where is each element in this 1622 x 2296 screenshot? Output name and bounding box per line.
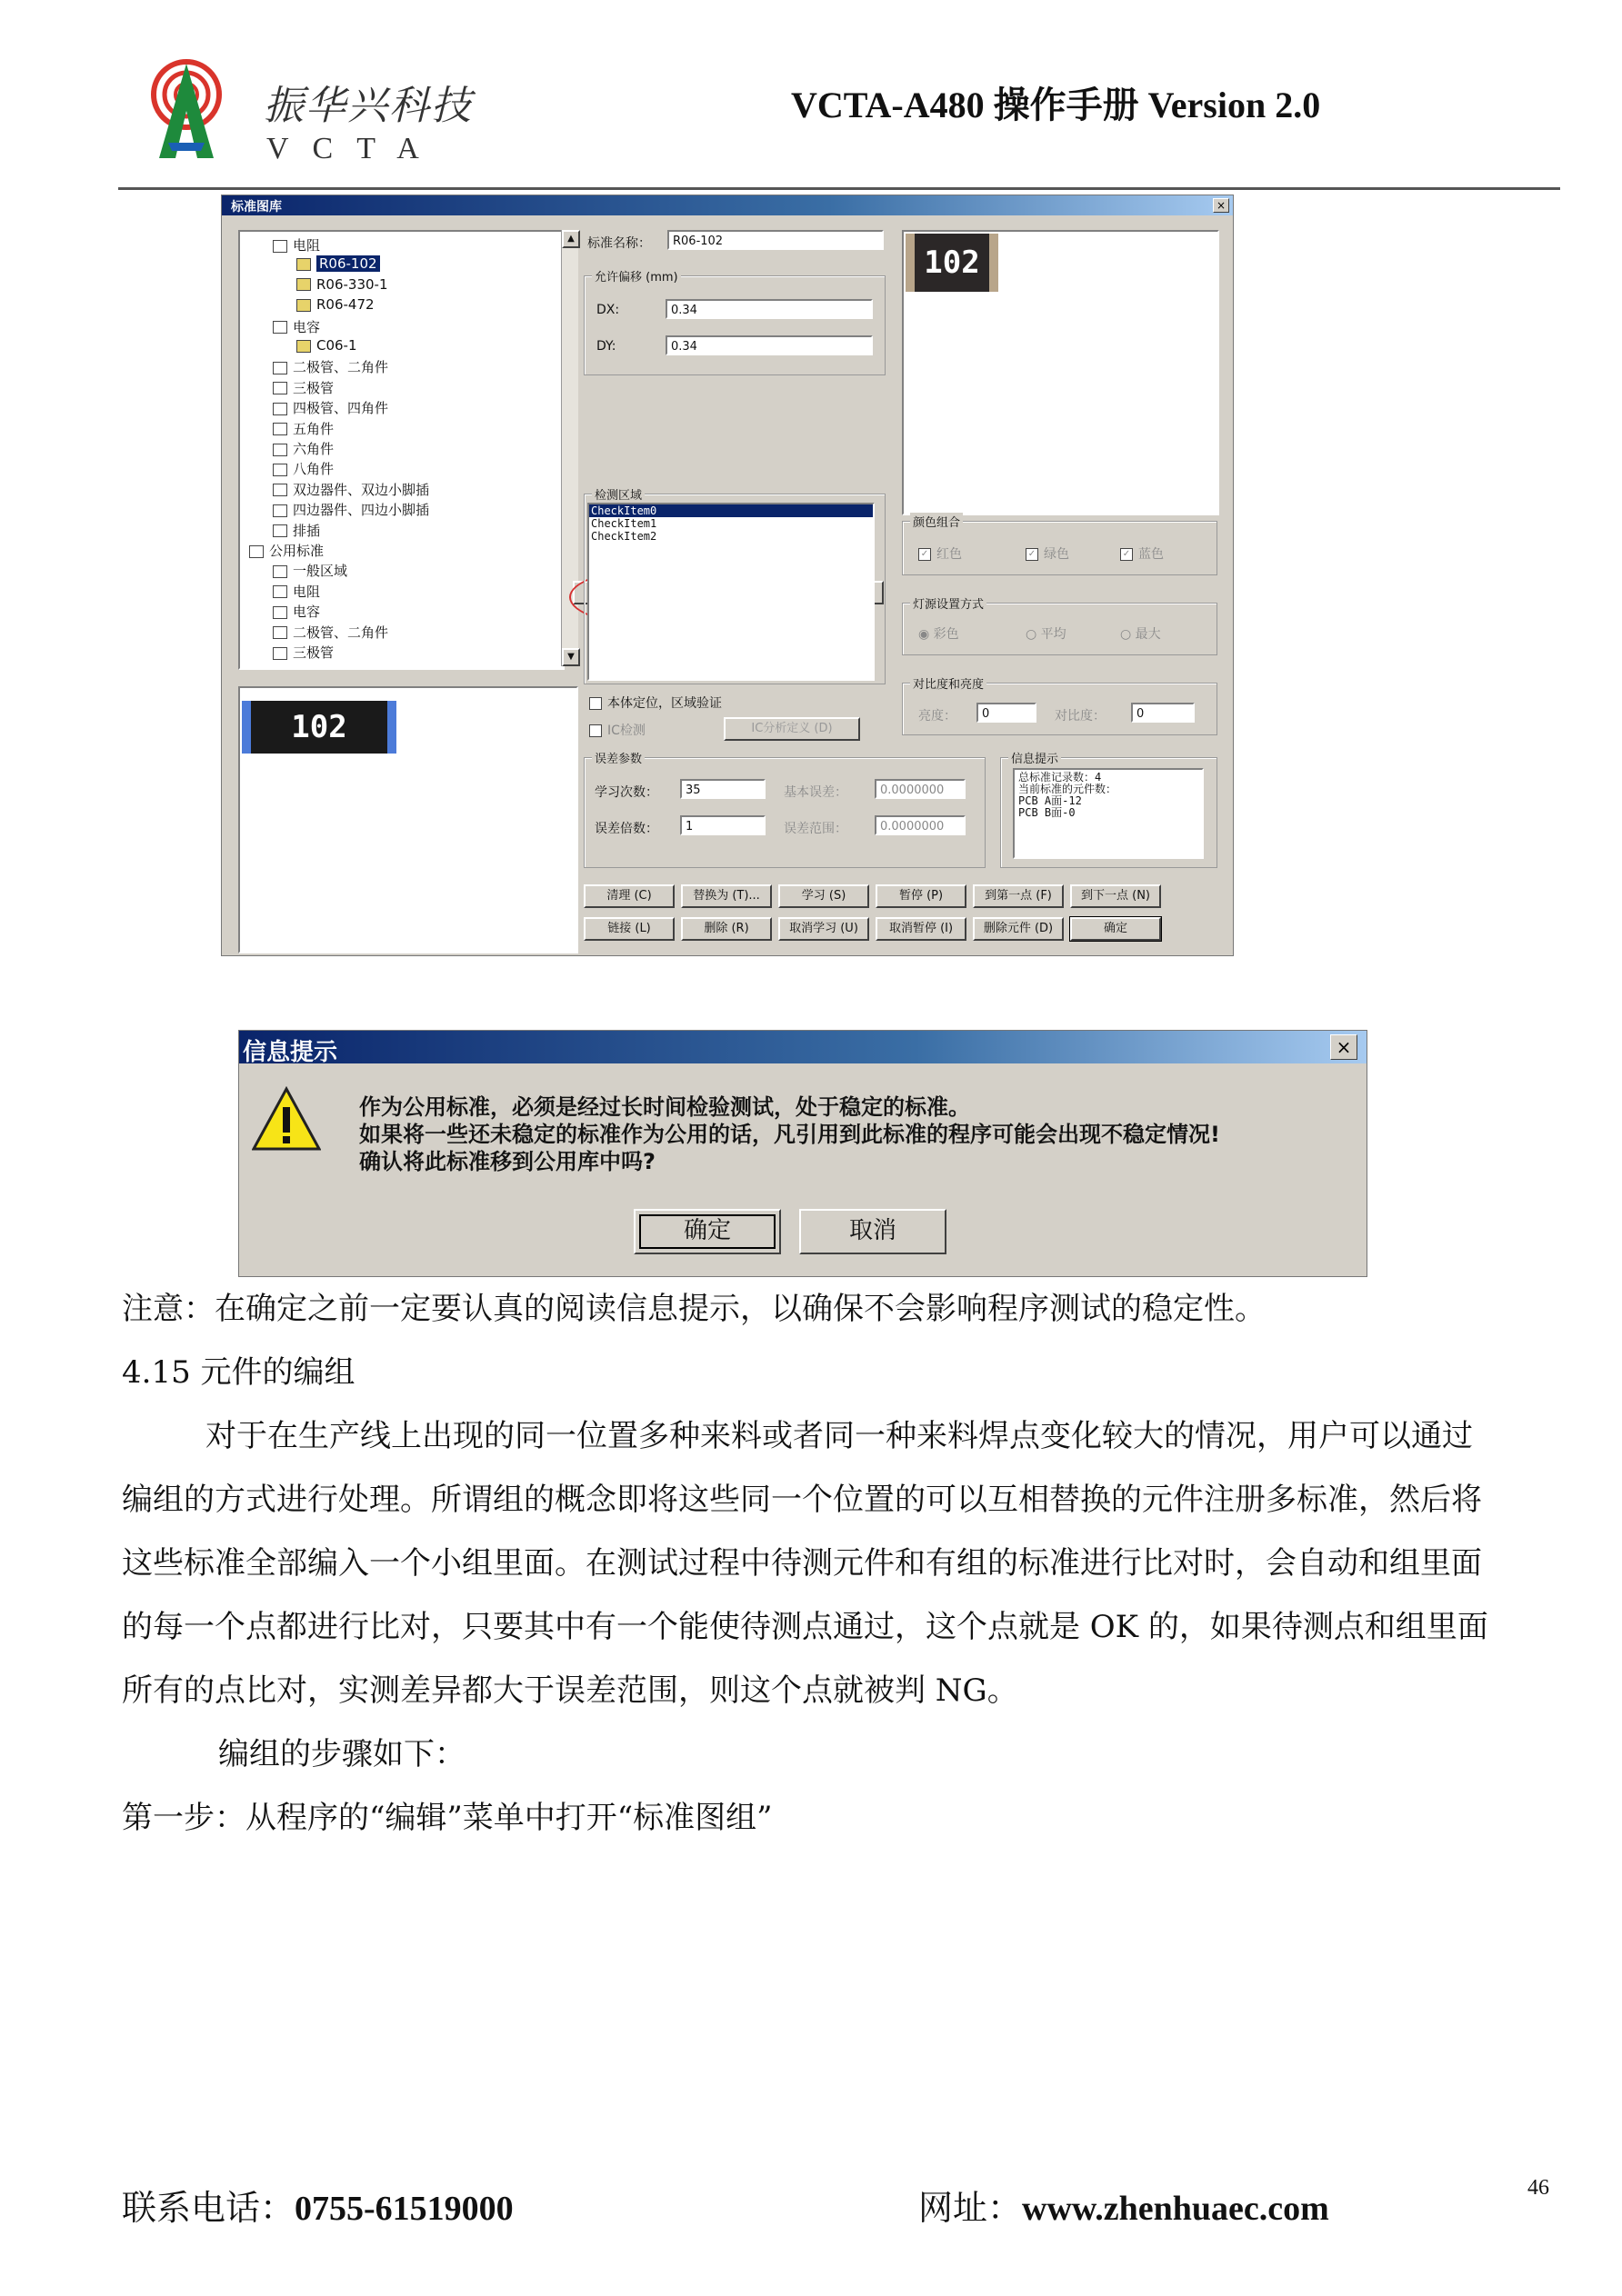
dialog-button[interactable]: 学习 (S) [778, 884, 869, 908]
header-divider [118, 187, 1560, 190]
tree-item[interactable]: 二极管、二角件 [273, 623, 388, 642]
info-group-title: 信息提示 [1008, 749, 1061, 766]
company-name-en: VCTA [266, 132, 443, 165]
error-group [584, 753, 986, 868]
tree-item[interactable]: 二极管、二角件 [273, 357, 388, 376]
offset-group [584, 271, 886, 375]
folder-icon [273, 362, 287, 374]
footer-website [918, 2180, 1329, 2230]
page-number: 46 [1527, 2176, 1549, 2200]
contrast-label: 对比度： [1055, 709, 1106, 724]
std-name-label: 标准名称： [587, 236, 651, 251]
dialog-button[interactable]: 到下一点 (N) [1070, 884, 1161, 908]
tree-item[interactable]: 电阻 [273, 235, 320, 255]
msgbox-title: 信息提示 [243, 1039, 338, 1066]
standard-tree[interactable] [238, 230, 565, 670]
component-icon [296, 258, 311, 271]
ic-checkbox[interactable]: IC检测 [589, 721, 646, 739]
component-thumbnail: 102 [242, 701, 396, 754]
folder-icon [273, 464, 287, 476]
tree-item[interactable]: 双边器件、双边小脚插 [273, 480, 429, 499]
scroll-down-icon[interactable]: ▼ [562, 648, 580, 666]
tree-item[interactable]: R06-330-1 [296, 276, 388, 293]
component-thumbnail-panel [238, 686, 578, 953]
dialog-button[interactable]: 取消学习 (U) [778, 917, 869, 941]
folder-icon [273, 565, 287, 578]
check-item-list[interactable] [587, 503, 875, 681]
info-text-area [1013, 768, 1204, 859]
color-group-title: 颜色组合 [910, 513, 963, 530]
component-icon [296, 299, 311, 312]
light-max-radio[interactable]: ○ 最大 [1120, 627, 1161, 642]
dialog-button[interactable]: 取消暂停 (I) [876, 917, 966, 941]
brightness-field[interactable]: 0 [976, 703, 1036, 723]
folder-icon [273, 504, 287, 517]
component-icon [296, 340, 311, 353]
offset-group-title: 允许偏移 (mm) [592, 267, 681, 285]
contrast-field[interactable]: 0 [1131, 703, 1195, 723]
dialog-button[interactable]: 清理 (C) [584, 884, 675, 908]
website-url[interactable]: www.zhenhuaec.com [1022, 2190, 1329, 2228]
preview-panel [902, 230, 1219, 515]
tree-item[interactable]: 电容 [273, 317, 320, 336]
steps-intro: 编组的步骤如下： [218, 1736, 466, 1772]
folder-icon [273, 585, 287, 598]
folder-icon [273, 524, 287, 537]
folder-icon [273, 423, 287, 435]
footer-phone [122, 2180, 514, 2230]
info-line: 总标准记录数：4 [1018, 771, 1102, 784]
component-icon [296, 278, 311, 291]
info-line: PCB A面-12 [1018, 794, 1082, 807]
light-group-title: 灯源设置方式 [910, 594, 986, 612]
tree-item[interactable]: 一般区域 [273, 561, 347, 580]
note-paragraph: 注意：在确定之前一定要认真的阅读信息提示，以确保不会影响程序测试的稳定性。 [122, 1291, 1266, 1327]
close-icon[interactable]: × [1330, 1034, 1357, 1060]
check-item[interactable]: CheckItem1 [591, 517, 657, 530]
body-position-checkbox[interactable]: 本体定位，区域验证 [589, 694, 722, 712]
document-title: VCTA-A480 操作手册 Version 2.0 [791, 85, 1321, 125]
msgbox-line-2: 如果将一些还未稳定的标准作为公用的话，凡引用到此标准的程序可能会出现不稳定情况! [359, 1122, 1220, 1147]
dialog-button[interactable]: 链接 (L) [584, 917, 675, 941]
folder-icon [273, 321, 287, 334]
dy-field[interactable]: 0.34 [666, 335, 873, 355]
learn-count-field[interactable]: 35 [680, 779, 766, 799]
dialog-button[interactable]: 删除元件 (D) [973, 917, 1064, 941]
folder-icon [273, 444, 287, 456]
base-error-label: 基本误差： [784, 785, 847, 800]
tree-item[interactable]: 四极管、四角件 [273, 398, 388, 417]
tree-item[interactable]: 公用标准 [249, 541, 324, 560]
std-name-field[interactable]: R06-102 [667, 230, 884, 250]
error-range-field[interactable]: 0.0000000 [875, 815, 966, 835]
dx-label: DX: [596, 303, 620, 317]
close-icon[interactable]: × [1213, 198, 1229, 213]
section-heading: 4.15 元件的编组 [122, 1354, 355, 1391]
tree-item[interactable]: 电容 [273, 602, 320, 621]
body-paragraph-line: 这些标准全部编入一个小组里面。在测试过程中待测元件和有组的标准进行比对时，会自动和组里面 [122, 1545, 1482, 1582]
confirm-button[interactable]: 确定 [634, 1209, 781, 1254]
cancel-button[interactable]: 取消 [799, 1209, 946, 1254]
preview-component: 102 [906, 234, 998, 292]
dialog-button[interactable]: 删除 (R) [681, 917, 772, 941]
info-line: 当前标准的元件数： [1018, 783, 1117, 795]
error-range-label: 误差范围： [784, 822, 847, 836]
phone-label: 联系电话： [122, 2188, 295, 2228]
folder-icon [249, 545, 264, 558]
msgbox-line-3: 确认将此标准移到公用库中吗? [359, 1149, 656, 1174]
info-line: PCB B面-0 [1018, 806, 1076, 819]
error-multiplier-field[interactable]: 1 [680, 815, 766, 835]
tree-item[interactable]: 电阻 [273, 582, 320, 601]
check-item[interactable]: CheckItem0 [589, 504, 873, 517]
contrast-group-title: 对比度和亮度 [910, 674, 986, 692]
dialog-button[interactable]: 暂停 (P) [876, 884, 966, 908]
warning-icon [252, 1085, 321, 1154]
folder-icon [273, 382, 287, 394]
info-message-box [238, 1030, 1367, 1277]
tree-item[interactable]: 排插 [273, 521, 320, 540]
company-name-cn: 振华兴科技 [264, 83, 473, 129]
tree-item[interactable]: 四边器件、四边小脚插 [273, 500, 429, 519]
region-group-title: 检测区域 [592, 485, 645, 503]
dialog-title: 标准图库 [231, 200, 282, 215]
tree-item[interactable]: R06-102 [296, 255, 380, 272]
error-multiplier-label: 误差倍数： [595, 822, 658, 836]
ic-define-button[interactable]: IC分析定义 (D) [724, 717, 860, 741]
tree-item[interactable]: 三极管 [273, 378, 334, 397]
tree-item[interactable]: C06-1 [296, 337, 357, 354]
tree-item[interactable]: 五角件 [273, 419, 334, 438]
folder-icon [273, 484, 287, 496]
folder-icon [273, 606, 287, 619]
msgbox-titlebar [239, 1031, 1367, 1066]
learn-count-label: 学习次数： [595, 785, 658, 800]
dialog-button[interactable]: 确定 [1070, 917, 1161, 941]
folder-icon [273, 647, 287, 660]
msgbox-line-1: 作为公用标准，必须是经过长时间检验测试，处于稳定的标准。 [359, 1094, 970, 1120]
company-logo [141, 56, 232, 164]
blue-checkbox[interactable]: ✓ 蓝色 [1120, 544, 1164, 563]
website-label: 网址： [918, 2188, 1023, 2228]
light-average-radio[interactable]: ○ 平均 [1026, 627, 1066, 642]
tree-item[interactable]: 八角件 [273, 459, 334, 478]
error-group-title: 误差参数 [592, 749, 645, 766]
dy-label: DY: [596, 339, 616, 354]
brightness-label: 亮度： [918, 709, 956, 724]
standard-library-dialog [221, 195, 1234, 956]
folder-icon [273, 240, 287, 253]
dialog-button[interactable]: 到第一点 (F) [973, 884, 1064, 908]
tree-item[interactable]: 三极管 [273, 643, 334, 662]
step-one: 第一步：从程序的“编辑”菜单中打开“标准图组” [122, 1800, 773, 1836]
phone-number: 0755-61519000 [295, 2190, 514, 2228]
tree-item[interactable]: R06-472 [296, 296, 375, 313]
green-checkbox[interactable]: ✓ 绿色 [1026, 544, 1069, 563]
body-paragraph-line: 所有的点比对，实测差异都大于误差范围，则这个点就被判 NG。 [122, 1672, 1018, 1709]
base-error-field[interactable]: 0.0000000 [875, 779, 966, 799]
dialog-titlebar [222, 195, 1233, 215]
red-checkbox[interactable]: ✓ 红色 [918, 544, 962, 563]
dx-field[interactable]: 0.34 [666, 299, 873, 319]
folder-icon [273, 626, 287, 639]
scroll-up-icon[interactable]: ▲ [562, 230, 580, 248]
tree-item[interactable]: 六角件 [273, 439, 334, 458]
body-paragraph-line: 的每一个点都进行比对，只要其中有一个能使待测点通过，这个点就是 OK 的，如果待测点和组里面 [122, 1609, 1488, 1645]
body-paragraph-line: 对于在生产线上出现的同一位置多种来料或者同一种来料焊点变化较大的情况，用户可以通过 [205, 1418, 1473, 1454]
check-item[interactable]: CheckItem2 [591, 530, 657, 543]
body-paragraph-line: 编组的方式进行处理。所谓组的概念即将这些同一个位置的可以互相替换的元件注册多标准，然后将 [122, 1482, 1482, 1518]
dialog-button[interactable]: 替换为 (T)... [681, 884, 772, 908]
folder-icon [273, 403, 287, 415]
light-color-radio[interactable]: ◉ 彩色 [918, 627, 959, 642]
